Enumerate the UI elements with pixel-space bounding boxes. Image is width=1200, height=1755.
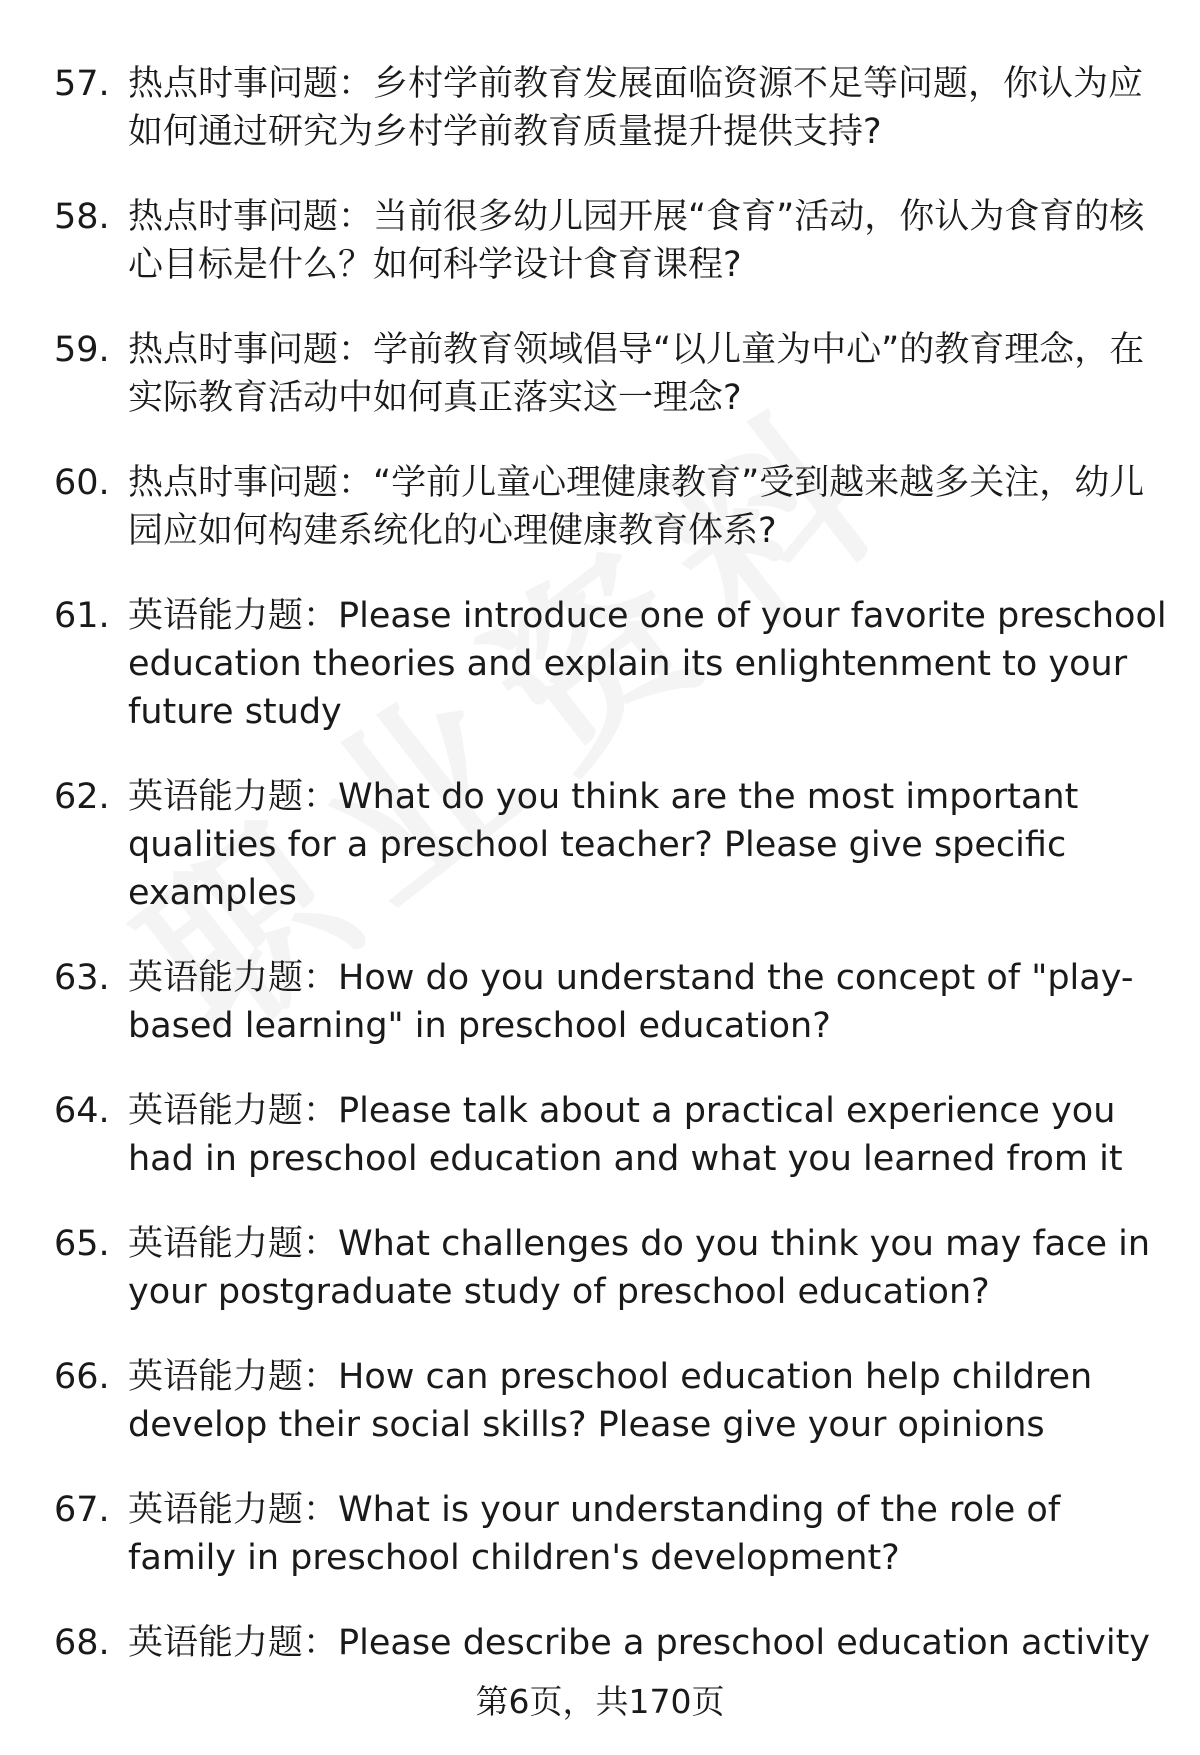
question-category: 英语能力题： [128,958,339,998]
question-list [0,60,1200,1704]
question-text: How do you understand the concept of "play-based learning" in preschool education? [128,958,1134,1046]
question-item [0,60,1200,156]
question-category: 热点时事问题： [128,197,374,237]
question-item [0,1619,1200,1667]
question-text: What challenges do you think you may face in your postgraduate study of preschool education? [128,1224,1151,1312]
question-text: What is your understanding of the role of family in preschool children's development? [128,1490,1061,1578]
question-item [0,459,1200,555]
question-text: How can preschool education help children develop their social skills? Please give your opinions [128,1357,1093,1445]
question-category: 热点时事问题： [128,330,374,370]
question-number: 57. [54,64,110,104]
question-category: 热点时事问题： [128,463,374,503]
question-category: 英语能力题： [128,1224,339,1264]
question-text: “学前儿童心理健康教育”受到越来越多关注，幼儿园应如何构建系统化的心理健康教育体系? [128,463,1145,551]
question-item [0,592,1200,736]
question-item [0,1220,1200,1316]
question-text: Please describe a preschool education activity [338,1623,1151,1663]
question-text: Please talk about a practical experience you had in preschool education and what you learned from it [128,1091,1123,1179]
question-category: 英语能力题： [128,1357,339,1397]
question-category: 英语能力题： [128,1623,339,1663]
question-number: 58. [54,197,110,237]
question-number: 59. [54,330,110,370]
question-item [0,193,1200,289]
question-item [0,1486,1200,1582]
question-number: 63. [54,958,110,998]
question-item [0,773,1200,917]
question-text: 学前教育领域倡导“以儿童为中心”的教育理念，在实际教育活动中如何真正落实这一理念? [128,330,1145,418]
question-number: 67. [54,1490,110,1530]
question-text: Please introduce one of your favorite preschool education theories and explain its enlightenment to your future study [128,596,1167,732]
question-text: What do you think are the most important qualities for a preschool teacher? Please give specific examples [128,777,1079,913]
question-number: 61. [54,596,110,636]
question-number: 60. [54,463,110,503]
question-number: 62. [54,777,110,817]
question-category: 英语能力题： [128,1490,339,1530]
question-text: 乡村学前教育发展面临资源不足等问题，你认为应如何通过研究为乡村学前教育质量提升提供支持? [128,64,1144,152]
question-category: 英语能力题： [128,777,339,817]
question-category: 英语能力题： [128,596,339,636]
question-number: 66. [54,1357,110,1397]
question-number: 64. [54,1091,110,1131]
question-number: 65. [54,1224,110,1264]
question-item [0,954,1200,1050]
question-text: 当前很多幼儿园开展“食育”活动，你认为食育的核心目标是什么？如何科学设计食育课程? [128,197,1145,285]
question-item [0,326,1200,422]
question-category: 英语能力题： [128,1091,339,1131]
question-item [0,1353,1200,1449]
question-item [0,1087,1200,1183]
question-category: 热点时事问题： [128,64,374,104]
question-number: 68. [54,1623,110,1663]
page-number-footer: 第6页，共170页 [475,1682,725,1721]
